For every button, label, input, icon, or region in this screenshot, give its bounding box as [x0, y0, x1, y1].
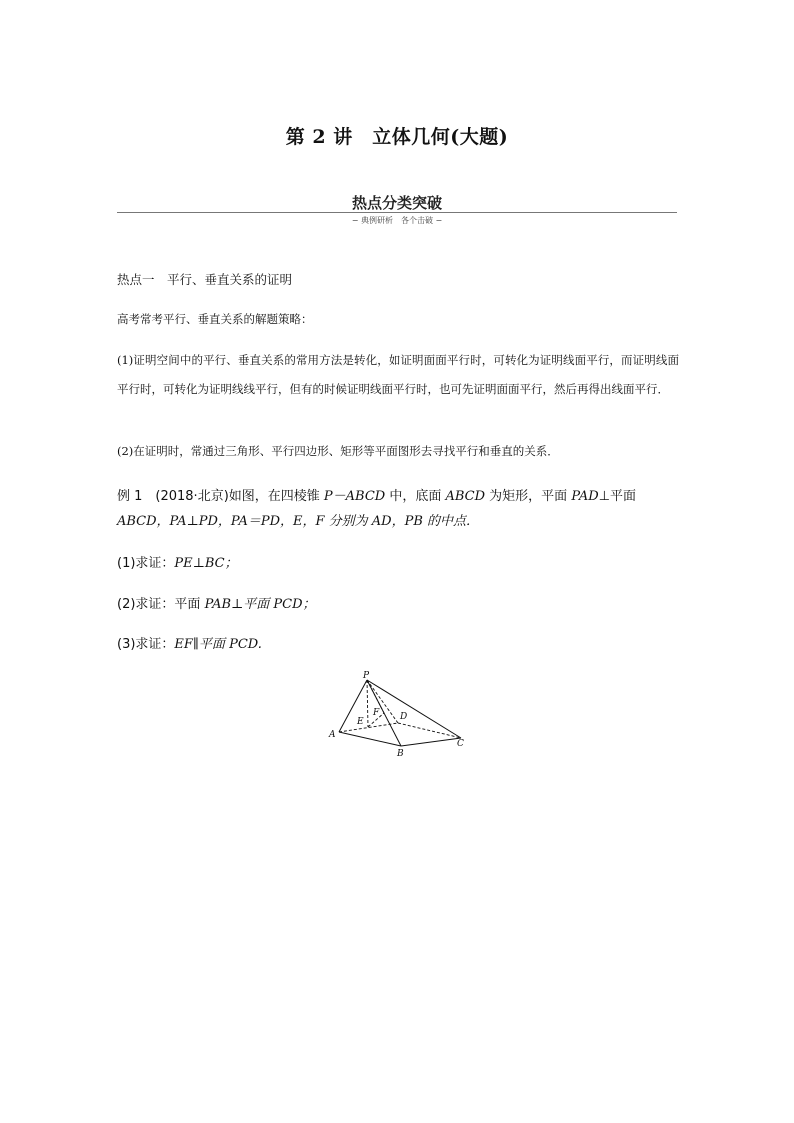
question-3-label: (3)求证：	[117, 637, 175, 652]
question-2-label: (2)求证：平面	[117, 597, 205, 612]
example-label: 例 1 (2018·北京)	[117, 489, 229, 504]
section-banner: 热点分类突破	[351, 194, 442, 212]
label-C: C	[457, 739, 464, 749]
segment-PE	[367, 680, 368, 727]
section-banner-subtitle: − 典例研析 各个击破 −	[351, 216, 443, 225]
edge-AD	[339, 723, 398, 732]
label-F: F	[373, 708, 380, 718]
edge-AB	[339, 732, 401, 746]
example-stem-b: 中，底面	[385, 489, 446, 504]
question-3-expr: EF∥平面 PCD.	[174, 637, 262, 652]
example-stem-a: 如图，在四棱锥	[228, 489, 324, 504]
question-3	[117, 633, 679, 652]
strategy-intro: 高考常考平行、垂直关系的解题策略：	[117, 312, 313, 326]
strategy-point-2: (2)在证明时，常通过三角形、平行四边形、矩形等平面图形去寻找平行和垂直的关系．	[117, 444, 559, 458]
question-1	[117, 552, 679, 571]
label-B: B	[397, 749, 404, 759]
strategy-point-1: (1)证明空间中的平行、垂直关系的常用方法是转化，如证明面面平行时，可转化为证明线面平行，而证明线面平行时，可转化为证明线线平行，但有的时候证明线面平行时，也可先证明面面平行，然后再得出线面平行．	[117, 353, 679, 396]
example-stem-c: 为矩形，平面	[485, 489, 572, 504]
label-D: D	[400, 712, 408, 722]
banner-divider	[117, 212, 677, 213]
edge-BC	[401, 738, 461, 746]
label-E: E	[357, 717, 364, 727]
question-1-expr: PE⊥BC；	[174, 556, 238, 571]
question-2	[117, 593, 679, 612]
pyramid-figure	[320, 668, 480, 768]
edge-PC	[367, 680, 461, 738]
label-A: A	[329, 730, 336, 740]
page-title: 第 2 讲 立体几何(大题)	[285, 126, 509, 148]
hotspot-heading: 热点一 平行、垂直关系的证明	[117, 272, 293, 287]
question-2-expr: PAB⊥平面 PCD；	[204, 597, 316, 612]
example-perp: ⊥平面	[598, 489, 637, 504]
example-base: ABCD	[445, 489, 486, 504]
example-1-stem	[117, 484, 679, 534]
label-P: P	[363, 671, 370, 681]
example-line-2: ABCD，PA⊥PD，PA＝PD，E，F 分别为 AD，PB 的中点．	[117, 514, 480, 529]
example-pyramid: P－ABCD	[323, 489, 386, 504]
edge-PD	[367, 680, 398, 723]
question-1-label: (1)求证：	[117, 556, 175, 571]
example-plane-pad: PAD	[571, 489, 599, 504]
edge-DC	[398, 723, 461, 738]
